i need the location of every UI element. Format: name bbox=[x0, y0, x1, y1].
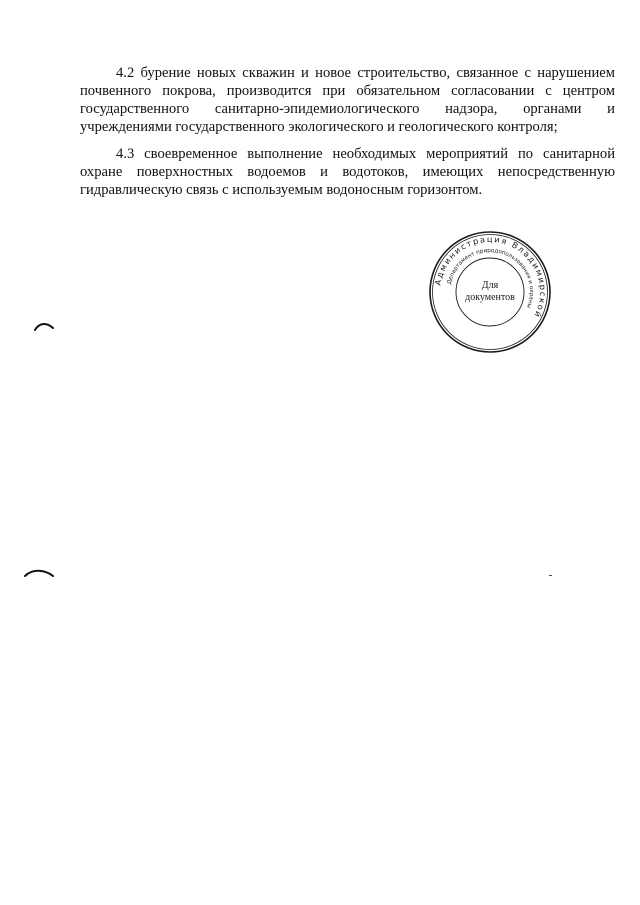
official-seal bbox=[428, 230, 552, 354]
svg-text:документов: документов bbox=[465, 292, 515, 303]
margin-ink-mark bbox=[24, 565, 54, 583]
paragraph-4-3: 4.3 своевременное выполнение необходимых мероприятий по санитарной охране поверхностных водоемов и водотоков, имеющих непосредственную гидравлическую связь с используемым водоносным горизонтом. bbox=[80, 146, 615, 198]
svg-text:Администрация Владимирской: Администрация Владимирской bbox=[432, 233, 549, 321]
ink-speck bbox=[549, 575, 552, 576]
svg-text:Департамент природопользования: Департамент природопользования и охраны bbox=[446, 247, 535, 309]
svg-text:Для: Для bbox=[481, 280, 499, 291]
paragraph-4-2: 4.2 бурение новых скважин и новое строительство, связанное с нарушением почвенного покрова, производится при обязательном согласовании с центром государственного санитарно-эпидемиологического надзора, органами и учреждениями государственного экологического и геологического контроля; bbox=[80, 65, 615, 135]
margin-ink-mark bbox=[34, 318, 54, 336]
